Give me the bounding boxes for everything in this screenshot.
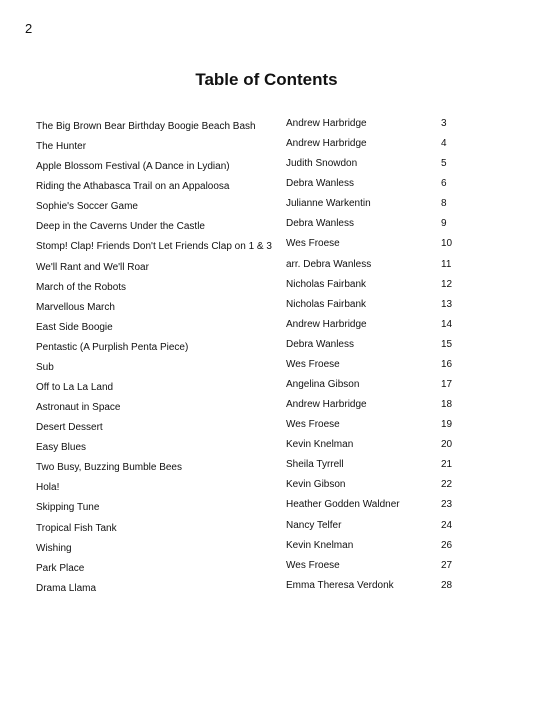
toc-entry-page: 24 <box>441 519 453 531</box>
toc-entry-title: Tropical Fish Tank <box>36 522 117 534</box>
toc-entry-title: Deep in the Caverns Under the Castle <box>36 221 205 233</box>
toc-entry-title: Stomp! Clap! Friends Don't Let Friends Clap on 1 & 3 <box>36 241 272 253</box>
toc-entry-author: Andrew Harbridge <box>286 118 367 129</box>
toc-entry-title: Sophie's Soccer Game <box>36 201 138 213</box>
toc-list <box>36 118 496 600</box>
toc-entry <box>36 499 496 519</box>
toc-entry <box>36 118 496 138</box>
toc-entry-title: Two Busy, Buzzing Bumble Bees <box>36 462 182 474</box>
toc-entry-title: We'll Rant and We'll Roar <box>36 261 149 273</box>
toc-entry-title: The Hunter <box>36 141 87 153</box>
toc-entry-page: 16 <box>441 358 453 370</box>
toc-entry-author: Nancy Telfer <box>286 519 342 531</box>
toc-entry-author: Wes Froese <box>286 559 340 571</box>
toc-entry <box>36 580 496 600</box>
toc-entry-title: Astronaut in Space <box>36 402 121 414</box>
toc-entry <box>36 379 496 399</box>
toc-entry-author: Kevin Knelman <box>286 539 354 551</box>
toc-entry-author: Wes Froese <box>286 419 340 431</box>
toc-entry-title: Sub <box>36 361 54 373</box>
toc-entry-page: 8 <box>441 198 447 210</box>
toc-entry <box>36 520 496 540</box>
toc-entry <box>36 218 496 238</box>
toc-entry-author: Emma Theresa Verdonk <box>286 579 394 591</box>
toc-entry-title: March of the Robots <box>36 281 127 293</box>
toc-entry-title: Hola! <box>36 482 60 494</box>
toc-entry-page: 6 <box>441 178 447 190</box>
toc-entry-page: 10 <box>441 238 453 250</box>
toc-entry-author: Heather Godden Waldner <box>286 499 400 511</box>
toc-entry-page: 19 <box>441 419 453 431</box>
toc-entry-page: 4 <box>441 138 447 150</box>
toc-entry <box>36 178 496 198</box>
toc-entry-author: Andrew Harbridge <box>286 318 367 330</box>
toc-entry <box>36 560 496 580</box>
toc-entry-page: 5 <box>441 158 447 170</box>
toc-entry-page: 26 <box>441 539 453 551</box>
toc-entry-author: Kevin Knelman <box>286 439 354 451</box>
toc-entry <box>36 138 496 158</box>
toc-entry-author: Debra Wanless <box>286 338 354 350</box>
toc-entry-page: 27 <box>441 559 453 571</box>
toc-entry-author: Kevin Gibson <box>286 479 346 491</box>
toc-entry <box>36 299 496 319</box>
toc-entry-page: 11 <box>441 258 452 270</box>
toc-entry-page: 22 <box>441 479 453 491</box>
toc-entry-title: Easy Blues <box>36 442 87 454</box>
toc-entry-author: Angelina Gibson <box>286 379 360 391</box>
toc-entry-author: Julianne Warkentin <box>286 198 371 210</box>
toc-entry-title: Park Place <box>36 562 85 574</box>
toc-entry <box>36 238 496 258</box>
toc-entry <box>36 459 496 479</box>
toc-entry-page: 15 <box>441 338 453 350</box>
toc-entry-page: 17 <box>441 379 453 391</box>
toc-entry-author: Nicholas Fairbank <box>286 278 367 290</box>
toc-entry <box>36 359 496 379</box>
toc-entry-author: arr. Debra Wanless <box>286 258 372 270</box>
page-title: Table of Contents <box>195 70 338 89</box>
toc-entry <box>36 439 496 459</box>
toc-entry-title: Marvellous March <box>36 301 115 313</box>
toc-entry-author: Nicholas Fairbank <box>286 298 367 310</box>
toc-entry <box>36 319 496 339</box>
toc-entry <box>36 479 496 499</box>
toc-entry <box>36 158 496 178</box>
toc-entry-title: Desert Dessert <box>36 422 103 434</box>
toc-entry-author: Wes Froese <box>286 238 340 250</box>
toc-entry-page: 14 <box>441 318 453 330</box>
toc-entry <box>36 198 496 218</box>
toc-entry <box>36 399 496 419</box>
toc-entry-title: Pentastic (A Purplish Penta Piece) <box>36 341 189 353</box>
toc-entry-title: Wishing <box>36 542 72 554</box>
toc-entry-title: Riding the Athabasca Trail on an Appaloosa <box>36 181 230 193</box>
toc-entry-author: Andrew Harbridge <box>286 138 367 150</box>
toc-entry-title: Drama Llama <box>36 582 97 594</box>
toc-entry <box>36 279 496 299</box>
toc-entry-page: 28 <box>441 579 453 591</box>
toc-entry-title: Off to La La Land <box>36 382 114 394</box>
toc-entry-author: Sheila Tyrrell <box>286 459 344 471</box>
toc-entry-title: East Side Boogie <box>36 321 113 333</box>
toc-entry-author: Debra Wanless <box>286 178 354 190</box>
toc-entry-page: 9 <box>441 218 447 230</box>
toc-entry-page: 12 <box>441 278 453 290</box>
toc-entry <box>36 540 496 560</box>
toc-entry-page: 20 <box>441 439 453 451</box>
toc-entry <box>36 259 496 279</box>
toc-entry <box>36 419 496 439</box>
toc-entry <box>36 339 496 359</box>
toc-entry-page: 21 <box>441 459 453 471</box>
toc-entry-page: 13 <box>441 298 453 310</box>
toc-entry-title: Skipping Tune <box>36 502 100 514</box>
page-number: 2 <box>25 21 33 36</box>
toc-entry-author: Judith Snowdon <box>286 158 358 170</box>
toc-entry-author: Wes Froese <box>286 358 340 370</box>
toc-entry-author: Debra Wanless <box>286 218 354 230</box>
toc-entry-author: Andrew Harbridge <box>286 399 367 411</box>
toc-entry-title: Apple Blossom Festival (A Dance in Lydian) <box>36 161 230 173</box>
toc-entry-title: The Big Brown Bear Birthday Boogie Beach Bash <box>36 121 256 132</box>
toc-entry-page: 23 <box>441 499 453 511</box>
toc-entry-page: 18 <box>441 399 453 411</box>
toc-entry-page: 3 <box>441 118 447 129</box>
